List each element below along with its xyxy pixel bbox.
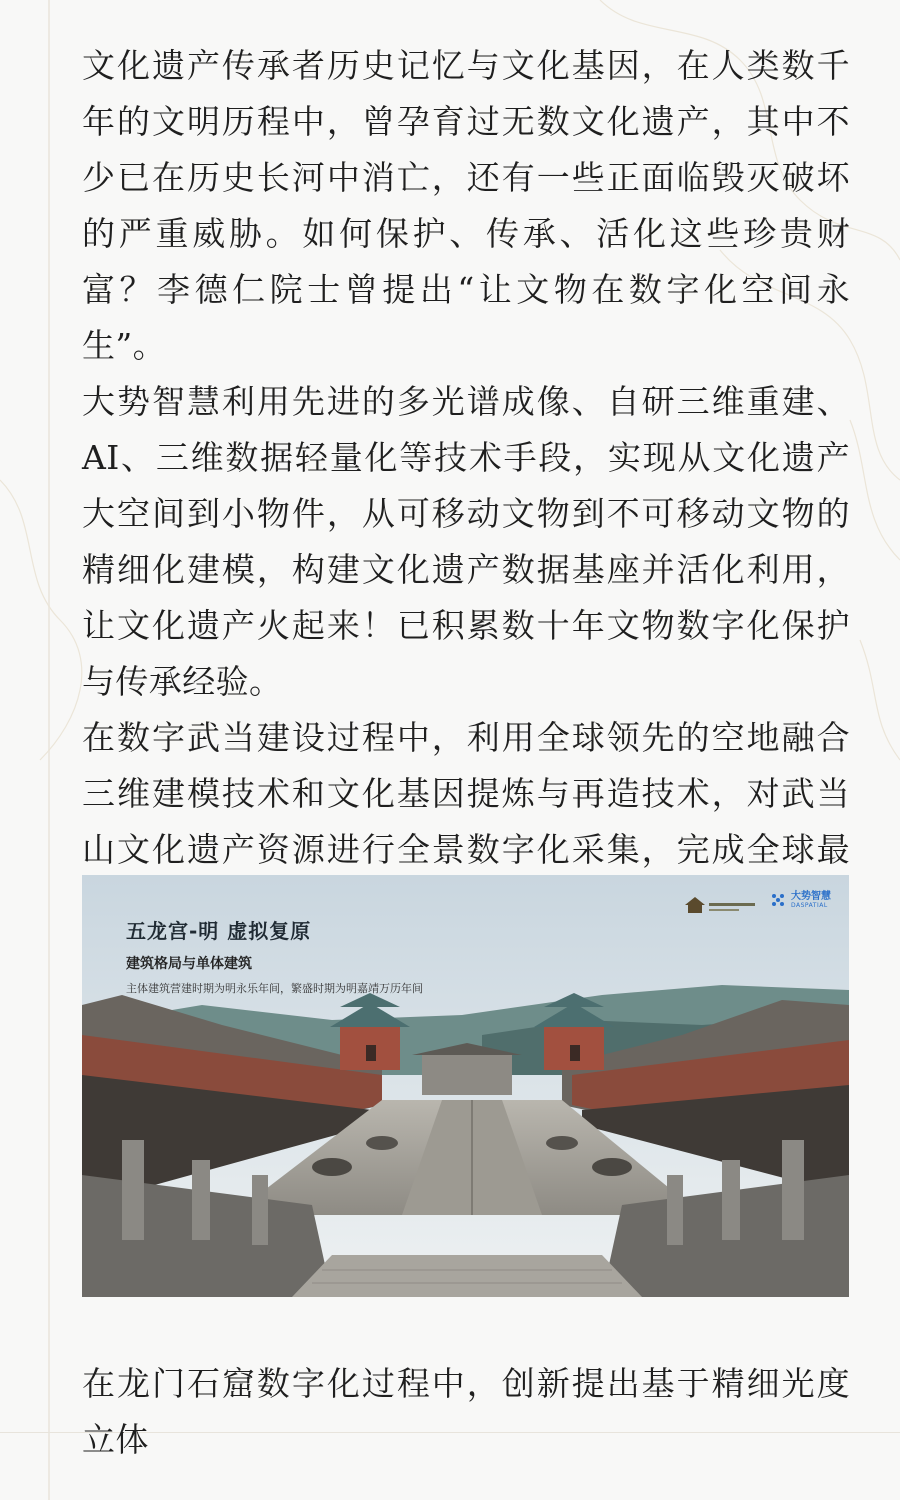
photo-caption: 主体建筑营建时期为明永乐年间，繁盛时期为明嘉靖万历年间 [126, 982, 423, 995]
article-continuation [82, 1356, 850, 1468]
daspatial-logo-icon [769, 891, 787, 909]
logo-text: 大势智慧 [791, 891, 831, 902]
paragraph-daspatial: 大势智慧利用先进的多光谱成像、自研三维重建、AI、三维数据轻量化等技术手段，实现从文化遗产大空间到小物件，从可移动文物到不可移动文物的精细化建模，构建文化遗产数据基座并活化利用，让文化遗产火起来！已积累数十年文物数字化保护与传承经验。 [82, 382, 850, 701]
photo-subtitle: 建筑格局与单体建筑 [126, 956, 252, 972]
article-body [82, 38, 850, 934]
logo-subtext: DASPATIAL [791, 902, 828, 909]
paragraph-wudang: 在数字武当建设过程中，利用全球领先的空地融合三维建模技术和文化基因提炼与再造技术，对武当山文化遗产资源进行全景数字化采集，完成全球最 [82, 718, 850, 869]
paragraph-heritage: 文化遗产传承者历史记忆与文化基因，在人类数千年的文明历程中，曾孕育过无数文化遗产，其中不少已在历史长河中消亡，还有一些正面临毁灭破坏的严重威胁。如何保护、传承、活化这些珍贵财富？李德仁院士曾提出“让文物在数字化空间永生”。 [82, 46, 850, 365]
wulong-palace-image[interactable] [82, 875, 849, 1297]
margin-rule [48, 0, 50, 1500]
photo-title: 五龙宫-明 虚拟复原 [126, 919, 312, 943]
wudang-logo-icon [683, 895, 757, 915]
daspatial-logo [769, 891, 831, 909]
paragraph-longmen: 在龙门石窟数字化过程中，创新提出基于精细光度立体 [82, 1364, 850, 1459]
